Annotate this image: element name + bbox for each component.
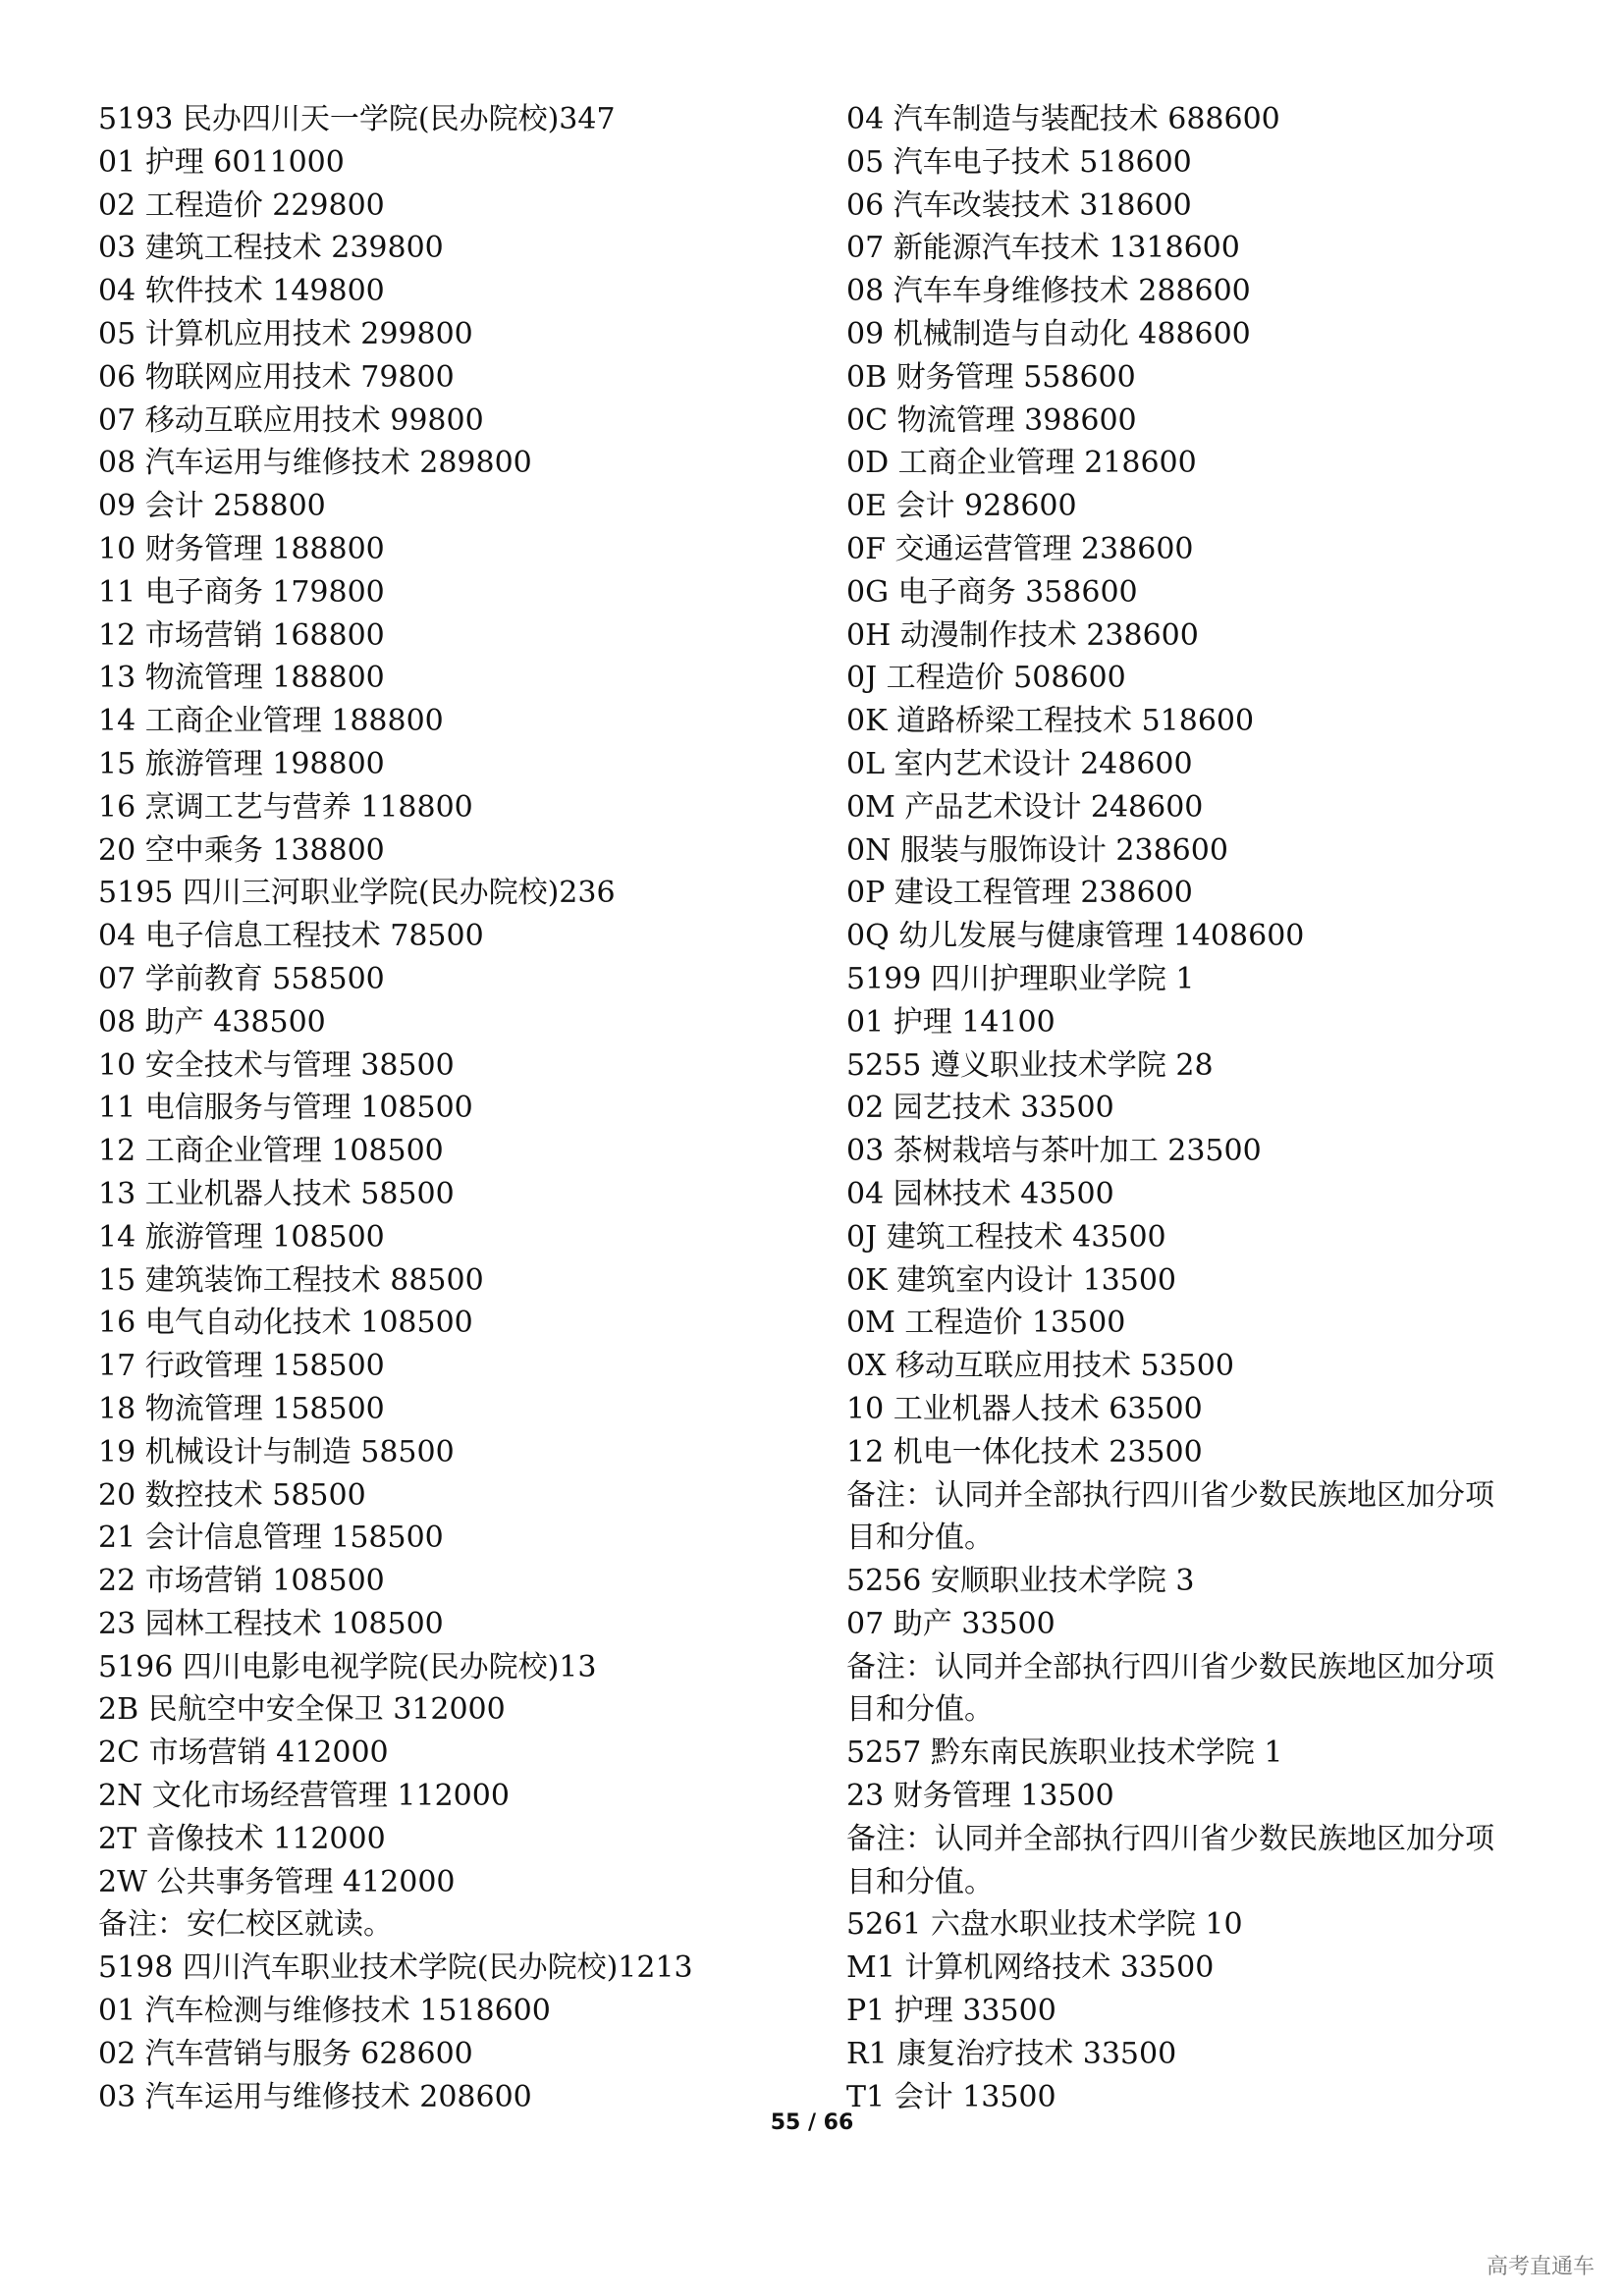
major-entry: 0C 物流管理 398600 [846,402,1137,438]
major-entry: 03 茶树栽培与茶叶加工 23500 [846,1134,1262,1169]
major-entry: 02 汽车营销与服务 628600 [98,2036,473,2071]
major-entry: 03 建筑工程技术 239800 [98,231,444,266]
major-entry: 10 工业机器人技术 63500 [846,1391,1203,1426]
institution-heading: 5198 四川汽车职业技术学院(民办院校)1213 [98,1950,693,1986]
major-entry: 0K 道路桥梁工程技术 518600 [846,704,1255,739]
institution-heading: 5255 遵义职业技术学院 28 [846,1047,1214,1083]
major-entry: 03 汽车运用与维修技术 208600 [98,2079,532,2114]
major-entry: 05 计算机应用技术 299800 [98,316,473,351]
major-entry: 07 移动互联应用技术 99800 [98,402,484,438]
major-entry: 0B 财务管理 558600 [846,359,1136,395]
institution-heading: 5195 四川三河职业学院(民办院校)236 [98,876,616,911]
institution-heading: 5196 四川电影电视学院(民办院校)13 [98,1649,597,1684]
major-entry: 07 助产 33500 [846,1606,1056,1641]
major-entry: 06 物联网应用技术 79800 [98,359,455,395]
major-entry: 23 园林工程技术 108500 [98,1606,444,1641]
note-line: 备注：安仁校区就读。 [98,1907,393,1943]
major-entry: 14 旅游管理 108500 [98,1219,385,1255]
major-entry: 15 旅游管理 198800 [98,746,385,781]
major-entry: 0P 建设工程管理 238600 [846,876,1193,911]
major-entry: 19 机械设计与制造 58500 [98,1434,455,1469]
institution-heading: 5199 四川护理职业学院 1 [846,961,1195,996]
watermark: 高考直通车 [1486,2255,1595,2279]
note-line: 备注：认同并全部执行四川省少数民族地区加分项 [846,1821,1494,1856]
major-entry: 21 会计信息管理 158500 [98,1521,444,1556]
major-entry: 0H 动漫制作技术 238600 [846,617,1199,653]
major-entry: 0M 工程造价 13500 [846,1306,1126,1341]
major-entry: 09 机械制造与自动化 488600 [846,316,1251,351]
left-column [98,98,825,2118]
major-entry: 0K 建筑室内设计 13500 [846,1262,1177,1298]
major-entry: 0X 移动互联应用技术 53500 [846,1349,1234,1384]
note-line: 目和分值。 [846,1692,994,1728]
major-entry: 13 物流管理 188800 [98,661,385,696]
major-entry: 12 工商企业管理 108500 [98,1134,444,1169]
major-entry: 02 工程造价 229800 [98,187,385,223]
major-entry: 04 汽车制造与装配技术 688600 [846,102,1280,136]
major-entry: 01 汽车检测与维修技术 1518600 [98,1994,551,2029]
major-entry: 18 物流管理 158500 [98,1391,385,1426]
major-entry: 0E 会计 928600 [846,489,1077,524]
major-entry: 0J 工程造价 508600 [846,661,1126,696]
major-entry: 10 安全技术与管理 38500 [98,1047,455,1083]
major-entry: 2B 民航空中安全保卫 312000 [98,1692,506,1728]
institution-heading: 5257 黔东南民族职业技术学院 1 [846,1735,1283,1771]
major-entry: 16 烹调工艺与营养 118800 [98,789,473,825]
major-entry: P1 护理 33500 [846,1994,1056,2029]
major-entry: 09 会计 258800 [98,489,326,524]
major-entry: 12 市场营销 168800 [98,617,385,653]
major-entry: 2N 文化市场经营管理 112000 [98,1779,510,1814]
major-entry: 07 新能源汽车技术 1318600 [846,231,1240,266]
major-entry: 07 学前教育 558500 [98,961,385,996]
major-entry: 2C 市场营销 412000 [98,1735,389,1771]
institution-heading: 5261 六盘水职业技术学院 10 [846,1907,1243,1943]
major-entry: 20 空中乘务 138800 [98,832,385,868]
major-entry: T1 会计 13500 [846,2079,1056,2114]
right-column [846,98,1534,2118]
note-line: 目和分值。 [846,1521,994,1556]
major-entry: 16 电气自动化技术 108500 [98,1306,473,1341]
major-entry: 0N 服装与服饰设计 238600 [846,832,1228,868]
major-entry: 04 软件技术 149800 [98,274,385,309]
major-entry: 13 工业机器人技术 58500 [98,1176,455,1211]
major-entry: 01 护理 6011000 [98,144,345,180]
major-entry: 08 助产 438500 [98,1004,326,1040]
note-line: 备注：认同并全部执行四川省少数民族地区加分项 [846,1649,1494,1684]
major-entry: 15 建筑装饰工程技术 88500 [98,1262,484,1298]
major-entry: 17 行政管理 158500 [98,1349,385,1384]
institution-heading: 5256 安顺职业技术学院 3 [846,1564,1195,1599]
major-entry: 01 护理 14100 [846,1004,1056,1040]
major-entry: 0G 电子商务 358600 [846,574,1138,610]
major-entry: 23 财务管理 13500 [846,1779,1114,1814]
major-entry: 11 电子商务 179800 [98,574,385,610]
major-entry: 2T 音像技术 112000 [98,1821,386,1856]
major-entry: 12 机电一体化技术 23500 [846,1434,1203,1469]
major-entry: 0F 交通运营管理 238600 [846,531,1194,566]
major-entry: 0D 工商企业管理 218600 [846,446,1197,481]
major-entry: 0M 产品艺术设计 248600 [846,789,1204,825]
major-entry: 06 汽车改装技术 318600 [846,187,1192,223]
note-line: 目和分值。 [846,1864,994,1899]
major-entry: 0J 建筑工程技术 43500 [846,1219,1166,1255]
major-entry: 08 汽车运用与维修技术 289800 [98,446,532,481]
major-entry: 11 电信服务与管理 108500 [98,1091,473,1126]
institution-heading: 5193 民办四川天一学院(民办院校)347 [98,102,616,136]
major-entry: 05 汽车电子技术 518600 [846,144,1192,180]
major-entry: R1 康复治疗技术 33500 [846,2036,1177,2071]
major-entry: 04 电子信息工程技术 78500 [98,919,484,954]
major-entry: 0L 室内艺术设计 248600 [846,746,1193,781]
major-entry: 10 财务管理 188800 [98,531,385,566]
major-entry: M1 计算机网络技术 33500 [846,1950,1215,1986]
major-entry: 04 园林技术 43500 [846,1176,1114,1211]
note-line: 备注：认同并全部执行四川省少数民族地区加分项 [846,1477,1494,1513]
page-number: 55 / 66 [770,2110,854,2135]
major-entry: 0Q 幼儿发展与健康管理 1408600 [846,919,1305,954]
major-entry: 20 数控技术 58500 [98,1477,366,1513]
major-entry: 08 汽车车身维修技术 288600 [846,274,1251,309]
major-entry: 22 市场营销 108500 [98,1564,385,1599]
major-entry: 2W 公共事务管理 412000 [98,1864,456,1899]
major-entry: 14 工商企业管理 188800 [98,704,444,739]
major-entry: 02 园艺技术 33500 [846,1091,1114,1126]
